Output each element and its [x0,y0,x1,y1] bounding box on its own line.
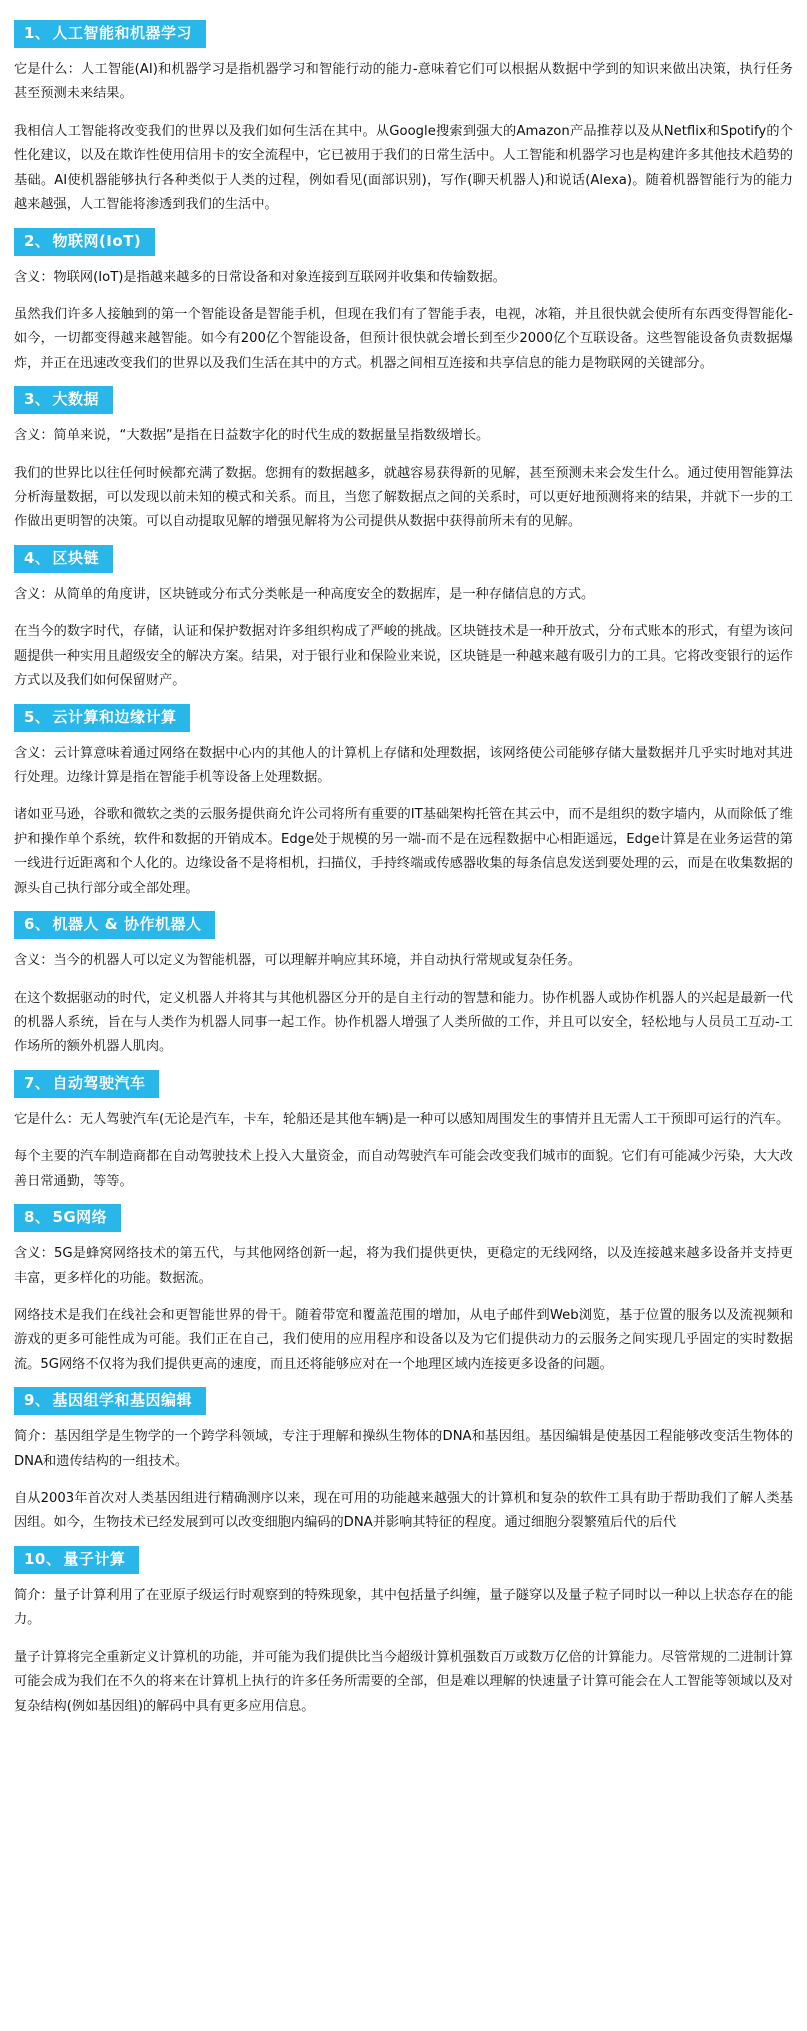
section-heading-band [14,1070,159,1098]
section-title: 区块链 [52,548,99,567]
article-section [14,911,793,1060]
section-heading-row [14,704,793,732]
article-section [14,704,793,902]
section-paragraph: 含义：从简单的角度讲，区块链或分布式分类帐是一种高度安全的数据库，是一种存储信息的方式。 [14,586,595,602]
article-section [14,20,793,218]
section-paragraph: 诸如亚马逊，谷歌和微软之类的云服务提供商允许公司将所有重要的IT基础架构托管在其云中，而不是组织的数字墙内，从而除低了维护和操作单个系统，软件和数据的开销成本。Edge处于规模的另一端-而不是在远程数据中心相距遥远，Edge计算是在业务运营的第一线进行近距离和个人化的。边缘设备不是将相机，扫描仪，手持终端或传感器收集的每条信息发送到要处理的云，而是在收集数据的源头自己执行部分或全部处理。 [14,807,793,896]
section-number: 2、 [24,231,51,250]
section-title: 量子计算 [63,1549,126,1568]
article-section [14,1387,793,1536]
section-heading-row [14,545,793,573]
section-title: 基因组学和基因编辑 [52,1391,192,1410]
section-heading-band [14,386,113,414]
section-paragraph: 含义：5G是蜂窝网络技术的第五代，与其他网络创新一起，将为我们提供更快，更稳定的无线网络，以及连接越来越多设备并支持更丰富，更多样化的功能。数据流。 [14,1246,793,1286]
section-number: 8、 [24,1208,51,1227]
section-number: 5、 [24,707,51,726]
section-paragraph: 它是什么：无人驾驶汽车(无论是汽车，卡车，轮船还是其他车辆)是一种可以感知周围发生的事情并且无需人工干预即可运行的汽车。 [14,1111,790,1127]
section-heading-band [14,704,190,732]
section-heading-row [14,1387,793,1415]
section-title: 人工智能和机器学习 [52,24,192,42]
section-number: 7、 [24,1073,51,1092]
section-paragraph: 含义：云计算意味着通过网络在数据中心内的其他人的计算机上存储和处理数据，该网络使公司能够存储大量数据并几乎实时地对其进行处理。边缘计算是指在智能手机等设备上处理数据。 [14,745,793,786]
section-heading-band [14,228,155,256]
section-paragraph: 网络技术是我们在线社会和更智能世界的骨干。随着带宽和覆盖范围的增加，从电子邮件到Web浏览，基于位置的服务以及流视频和游戏的更多可能性成为可能。我们正在自己，我们使用的应用程序和设备以及为它们提供动力的云服务之间实现几乎固定的实时数据流。5G网络不仅将为我们提供更高的速度，而且还将能够应对在一个地理区域内连接更多设备的问题。 [14,1307,793,1372]
section-paragraph: 在当今的数字时代，存储，认证和保护数据对许多组织构成了严峻的挑战。区块链技术是一种开放式，分布式账本的形式，有望为该问题提供一种实用且超级安全的解决方案。结果，对于银行业和保险业来说，区块链是一种越来越有吸引力的工具。它将改变银行的运作方式以及我们如何保留财产。 [14,624,793,689]
section-heading-row [14,20,793,48]
section-number: 1、 [24,24,51,42]
article-section [14,386,793,535]
section-heading-row [14,911,793,939]
section-number: 3、 [24,390,51,409]
section-paragraph: 简介：基因组学是生物学的一个跨学科领域，专注于理解和操纵生物体的DNA和基因组。基因编辑是使基因工程能够改变活生物体的DNA和遗传结构的一组技术。 [14,1429,793,1469]
section-heading-band [14,1204,121,1232]
section-heading-band [14,1387,206,1415]
article-section [14,228,793,377]
section-number: 6、 [24,915,51,934]
section-heading-band [14,545,113,573]
section-title: 自动驾驶汽车 [52,1073,146,1092]
section-heading-row [14,1204,793,1232]
section-heading-band [14,1546,139,1574]
section-title: 云计算和边缘计算 [52,707,177,726]
section-paragraph: 每个主要的汽车制造商都在自动驾驶技术上投入大量资金，而自动驾驶汽车可能会改变我们城市的面貌。它们有可能减少污染，大大改善日常通勤，等等。 [14,1149,793,1189]
section-heading-row [14,228,793,256]
section-paragraph: 量子计算将完全重新定义计算机的功能，并可能为我们提供比当今超级计算机强数百万或数万亿倍的计算能力。尽管常规的二进制计算可能会成为我们在不久的将来在计算机上执行的许多任务所需要的全部，但是难以理解的快速量子计算可能会在人工智能等领域以及对复杂结构(例如基因组)的解码中具有更多应用信息。 [14,1649,793,1714]
section-heading-row [14,1070,793,1098]
section-title: 5G网络 [52,1208,108,1227]
section-number: 4、 [24,548,51,567]
article-section [14,1204,793,1377]
section-paragraph: 我们的世界比以往任何时候都充满了数据。您拥有的数据越多，就越容易获得新的见解，甚至预测未来会发生什么。通过使用智能算法分析海量数据，可以发现以前未知的模式和关系。而且，当您了解数据点之间的关系时，可以更好地预测将来的结果，并就下一步的工作做出更明智的决策。可以自动提取见解的增强见解将为公司提供从数据中获得前所未有的见解。 [14,465,793,530]
section-paragraph: 它是什么：人工智能(AI)和机器学习是指机器学习和智能行动的能力-意味着它们可以根据从数据中学到的知识来做出决策，执行任务甚至预测未来结果。 [14,62,793,102]
section-paragraph: 我相信人工智能将改变我们的世界以及我们如何生活在其中。从Google搜索到强大的Amazon产品推荐以及从Netflix和Spotify的个性化建议，以及在欺诈性使用信用卡的安全流程中，它已被用于我们的日常生活中。人工智能和机器学习也是构建许多其他技术趋势的基础。AI使机器能够执行各种类似于人类的过程，例如看见(面部识别)，写作(聊天机器人)和说话(Alexa)。随着机器智能行为的能力越来越强，人工智能将渗透到我们的生活中。 [14,123,793,213]
section-paragraph: 自从2003年首次对人类基因组进行精确测序以来，现在可用的功能越来越强大的计算机和复杂的软件工具有助于帮助我们了解人类基因组。如今，生物技术已经发展到可以改变细胞内编码的DNA并影响其特征的程度。通过细胞分裂繁殖后代的后代 [14,1491,793,1531]
section-heading-band [14,911,215,939]
article-sections [14,20,793,1719]
article-section [14,545,793,694]
article-section [14,1546,793,1719]
section-paragraph: 含义：简单来说，“大数据”是指在日益数字化的时代生成的数据量呈指数级增长。 [14,428,490,444]
section-paragraph: 在这个数据驱动的时代，定义机器人并将其与其他机器区分开的是自主行动的智慧和能力。协作机器人或协作机器人的兴起是最新一代的机器人系统，旨在与人类作为机器人同事一起工作。协作机器人增强了人类所做的工作，并且可以安全，轻松地与人员员工互动-工作场所的额外机器人肌肉。 [14,990,793,1055]
section-paragraph: 虽然我们许多人接触到的第一个智能设备是智能手机，但现在我们有了智能手表，电视，冰箱，并且很快就会使所有东西变得智能化-如今，一切都变得越来越智能。如今有200亿个智能设备，但预计很快就会增长到至少2000亿个互联设备。这些智能设备负责数据爆炸，并正在迅速改变我们的世界以及我们生活在其中的方式。机器之间相互连接和共享信息的能力是物联网的关键部分。 [14,306,793,371]
section-paragraph: 含义：当今的机器人可以定义为智能机器，可以理解并响应其环境，并自动执行常规或复杂任务。 [14,953,582,969]
section-title: 机器人 & 协作机器人 [52,915,202,934]
section-number: 10、 [24,1549,62,1568]
article-section [14,1070,793,1194]
section-number: 9、 [24,1391,51,1410]
section-heading-band [14,20,206,48]
section-paragraph: 含义：物联网(IoT)是指越来越多的日常设备和对象连接到互联网并收集和传输数据。 [14,269,506,285]
section-heading-row [14,1546,793,1574]
section-heading-row [14,386,793,414]
section-paragraph: 简介：量子计算利用了在亚原子级运行时观察到的特殊现象，其中包括量子纠缠，量子隧穿以及量子粒子同时以一种以上状态存在的能力。 [14,1587,793,1628]
section-title: 大数据 [52,390,99,409]
section-title: 物联网(IoT) [52,231,142,250]
